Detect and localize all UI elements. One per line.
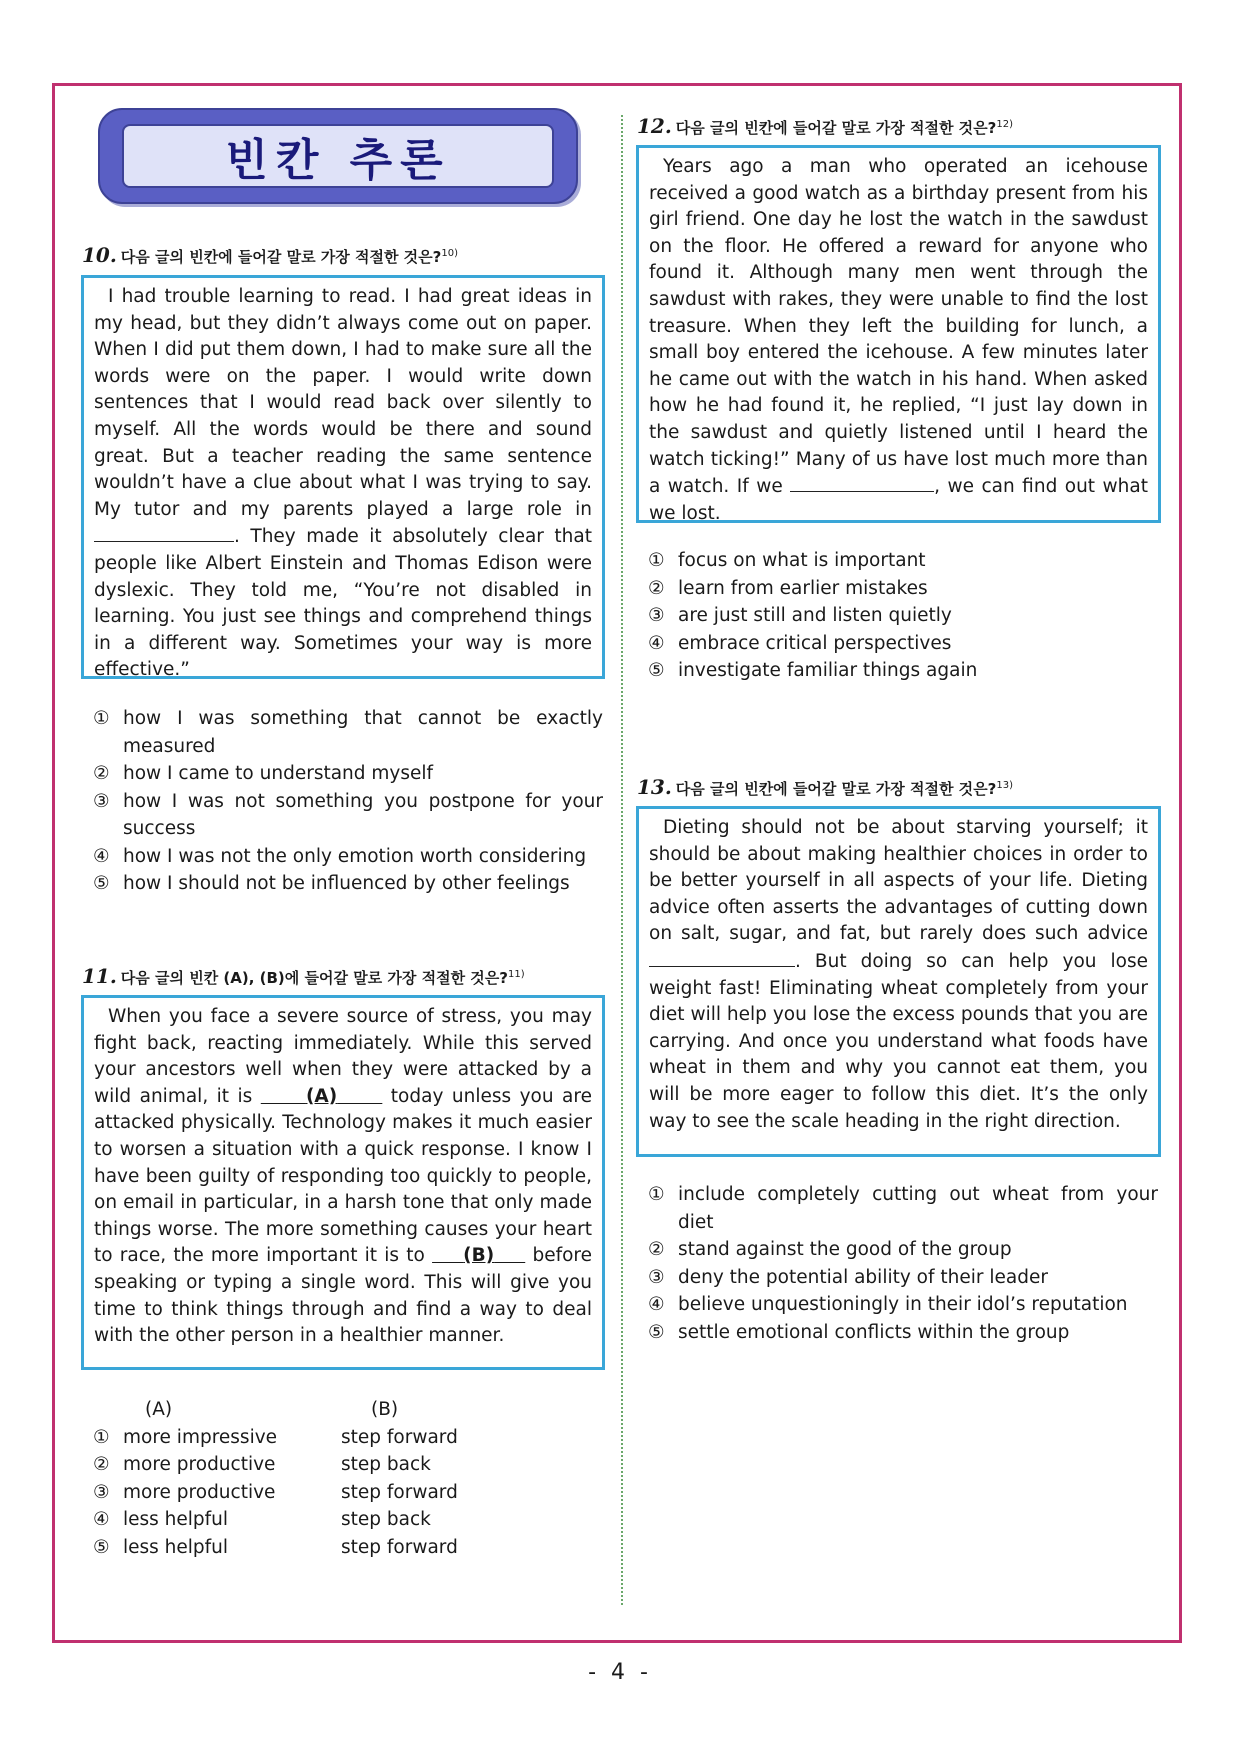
q10-passage-part2: . They made it absolutely clear that people like Albert Einstein and Thomas Edison were dyslexic. They told me, “You’re not disabled in learning. You just see things and comprehend things in a different way. Sometimes your way is more effective.” bbox=[94, 526, 592, 681]
q10-blank bbox=[94, 523, 234, 542]
page-number: - 4 - bbox=[588, 1660, 652, 1685]
q11-blank-b-label: (B) bbox=[463, 1245, 495, 1267]
option-text: believe unquestioningly in their idol’s reputation bbox=[678, 1294, 1128, 1315]
option-text: how I was something that cannot be exactly measured bbox=[123, 708, 603, 757]
option-number: ③ bbox=[93, 790, 110, 812]
option-number: ① bbox=[648, 550, 665, 571]
q10-passage-part1: I had trouble learning to read. I had great ideas in my head, but they didn’t always come out on paper. When I did put them down, I had to make sure all the words were on the paper. I would write down sentences that I would read back over silently to myself. All the words would be there and sound great. But a teacher reading the same sentence wouldn’t have a clue about what I was trying to say. My tutor and my parents played a large role in bbox=[94, 286, 592, 520]
q12-passage-part2: , we can find out what we lost. bbox=[649, 476, 1148, 524]
option-text: how I should not be influenced by other feelings bbox=[123, 873, 570, 894]
option-a: less helpful bbox=[123, 1536, 229, 1558]
option-number: ⑤ bbox=[648, 660, 665, 681]
option-text: stand against the good of the group bbox=[678, 1239, 1012, 1260]
q11-col-b: (B) bbox=[371, 1399, 399, 1420]
section-title-inner bbox=[122, 124, 554, 188]
option-b: step forward bbox=[341, 1536, 458, 1558]
q11-option-1[interactable] bbox=[93, 1424, 603, 1452]
q11-prompt: 다음 글의 빈칸 (A), (B)에 들어갈 말로 가장 적절한 것은? bbox=[120, 969, 508, 987]
option-number: ② bbox=[93, 763, 110, 784]
option-text: deny the potential ability of their leader bbox=[678, 1266, 1048, 1288]
q11-passage-part1: When you face a severe source of stress, you may fight back, reacting immediately. While this served your ancestors well when they were attacked by a wild animal, it is bbox=[94, 1006, 592, 1107]
q12-blank bbox=[790, 473, 934, 492]
option-number: ④ bbox=[648, 1294, 665, 1315]
option-text: settle emotional conflicts within the group bbox=[678, 1321, 1070, 1343]
option-number: ④ bbox=[93, 1509, 110, 1530]
option-number: ⑤ bbox=[648, 1321, 665, 1343]
option-number: ① bbox=[93, 1426, 110, 1448]
q10-option-3[interactable] bbox=[93, 788, 603, 843]
q13-option-1[interactable] bbox=[648, 1181, 1158, 1236]
option-a: more productive bbox=[123, 1481, 276, 1503]
option-text: focus on what is important bbox=[678, 550, 926, 571]
option-text: are just still and listen quietly bbox=[678, 605, 952, 626]
q12-option-4[interactable] bbox=[648, 630, 1158, 658]
q13-heading bbox=[637, 775, 1013, 799]
column-divider bbox=[621, 115, 623, 1605]
q12-option-5[interactable] bbox=[648, 657, 1158, 685]
q11-ref: 11) bbox=[507, 969, 525, 980]
q11-heading bbox=[82, 964, 525, 988]
q12-passage-part1: Years ago a man who operated an icehouse received a good watch as a birthday present from his girl friend. One day he lost the watch in the sawdust on the floor. He offered a reward for anyone who found it. Although many men went through the sawdust with rakes, they were unable to find the lost treasure. When they left the building for lunch, a small boy entered the icehouse. A few minutes later he came out with the watch in his hand. When asked how he had found it, he replied, “I just lay down in the sawdust and quietly listened until I heard the watch ticking!” Many of us have lost much more than a watch. If we bbox=[649, 156, 1148, 498]
option-text: investigate familiar things again bbox=[678, 660, 978, 681]
q13-option-5[interactable] bbox=[648, 1319, 1158, 1347]
q11-options bbox=[93, 1396, 603, 1561]
q13-option-2[interactable] bbox=[648, 1236, 1158, 1264]
q10-option-5[interactable] bbox=[93, 870, 603, 898]
option-b: step back bbox=[341, 1454, 431, 1475]
q11-passage-part2: today unless you are attacked physically. Technology makes it much easier to worsen a situation with a quick response. I know I have been guilty of responding too quickly to people, on email in particular, in a harsh tone that only made things worse. The more something causes your heart to race, the more important it is to bbox=[94, 1085, 592, 1267]
q10-option-4[interactable] bbox=[93, 843, 603, 871]
option-number: ① bbox=[93, 708, 110, 729]
q10-number: 10. bbox=[82, 243, 117, 267]
option-text: how I was not the only emotion worth considering bbox=[123, 845, 587, 867]
q11-option-5[interactable] bbox=[93, 1534, 603, 1562]
option-number: ② bbox=[648, 1239, 665, 1260]
q13-option-4[interactable] bbox=[648, 1291, 1158, 1319]
q13-blank bbox=[649, 948, 795, 967]
q11-option-2[interactable] bbox=[93, 1451, 603, 1479]
option-number: ③ bbox=[93, 1481, 110, 1503]
option-number: ③ bbox=[648, 605, 665, 626]
q12-option-3[interactable] bbox=[648, 602, 1158, 630]
q11-options-header bbox=[93, 1396, 603, 1424]
q12-heading bbox=[637, 114, 1013, 138]
q11-blank-a-label: (A) bbox=[305, 1085, 338, 1107]
q11-passage bbox=[81, 995, 605, 1370]
option-number: ⑤ bbox=[93, 873, 110, 894]
q13-options bbox=[648, 1181, 1158, 1346]
q11-blank-b bbox=[432, 1245, 525, 1266]
option-text: how I came to understand myself bbox=[123, 763, 434, 784]
q10-option-2[interactable] bbox=[93, 760, 603, 788]
q13-number: 13. bbox=[637, 775, 672, 799]
q12-option-1[interactable] bbox=[648, 547, 1158, 575]
option-a: more productive bbox=[123, 1454, 276, 1475]
section-title-badge bbox=[98, 108, 578, 204]
q11-option-3[interactable] bbox=[93, 1479, 603, 1507]
option-number: ② bbox=[93, 1454, 110, 1475]
q11-passage-part3: before speaking or typing a single word. This will give you time to think things through and find a way to deal with the other person in a healthier manner. bbox=[94, 1245, 592, 1347]
q12-options bbox=[648, 547, 1158, 685]
q10-ref: 10) bbox=[441, 248, 459, 259]
q10-passage bbox=[81, 275, 605, 679]
option-number: ⑤ bbox=[93, 1536, 110, 1558]
option-b: step back bbox=[341, 1509, 431, 1530]
option-text: how I was not something you postpone for your success bbox=[123, 790, 603, 839]
q13-passage bbox=[636, 806, 1161, 1157]
q13-prompt: 다음 글의 빈칸에 들어갈 말로 가장 적절한 것은? bbox=[675, 780, 997, 798]
option-b: step forward bbox=[341, 1426, 458, 1448]
q11-number: 11. bbox=[82, 964, 117, 988]
q13-ref: 13) bbox=[996, 780, 1014, 791]
q11-col-a: (A) bbox=[145, 1399, 173, 1420]
q12-number: 12. bbox=[637, 114, 672, 138]
option-number: ③ bbox=[648, 1266, 665, 1288]
option-number: ① bbox=[648, 1184, 665, 1205]
option-a: more impressive bbox=[123, 1426, 278, 1448]
q12-ref: 12) bbox=[996, 119, 1014, 130]
section-title: 빈칸 추론 bbox=[225, 135, 451, 186]
q10-option-1[interactable] bbox=[93, 705, 603, 760]
q12-option-2[interactable] bbox=[648, 575, 1158, 603]
option-a: less helpful bbox=[123, 1509, 229, 1530]
option-text: learn from earlier mistakes bbox=[678, 577, 928, 599]
q12-prompt: 다음 글의 빈칸에 들어갈 말로 가장 적절한 것은? bbox=[675, 119, 997, 137]
option-number: ④ bbox=[648, 632, 665, 654]
q13-option-3[interactable] bbox=[648, 1264, 1158, 1292]
q13-passage-part1: Dieting should not be about starving yourself; it should be about making healthier choices in order to be better yourself in all aspects of your life. Dieting advice often asserts the advantages of cutting down on salt, sugar, and fat, but rarely does such advice bbox=[649, 817, 1148, 945]
q10-options bbox=[93, 705, 603, 898]
option-text: embrace critical perspectives bbox=[678, 632, 952, 654]
q11-blank-a bbox=[261, 1086, 383, 1107]
option-number: ④ bbox=[93, 845, 110, 867]
option-b: step forward bbox=[341, 1481, 458, 1503]
q11-option-4[interactable] bbox=[93, 1506, 603, 1534]
q12-passage bbox=[636, 145, 1161, 523]
option-text: include completely cutting out wheat from your diet bbox=[678, 1184, 1158, 1233]
q13-passage-part2: . But doing so can help you lose weight fast! Eliminating wheat completely from your diet will help you lose the excess pounds that you are carrying. And once you understand what foods have wheat in them and why you cannot eat them, you will be more eager to follow this diet. It’s the only way to see the scale heading in the right direction. bbox=[649, 950, 1148, 1132]
q10-heading bbox=[82, 243, 458, 267]
q10-prompt: 다음 글의 빈칸에 들어갈 말로 가장 적절한 것은? bbox=[120, 248, 442, 266]
option-number: ② bbox=[648, 577, 665, 599]
